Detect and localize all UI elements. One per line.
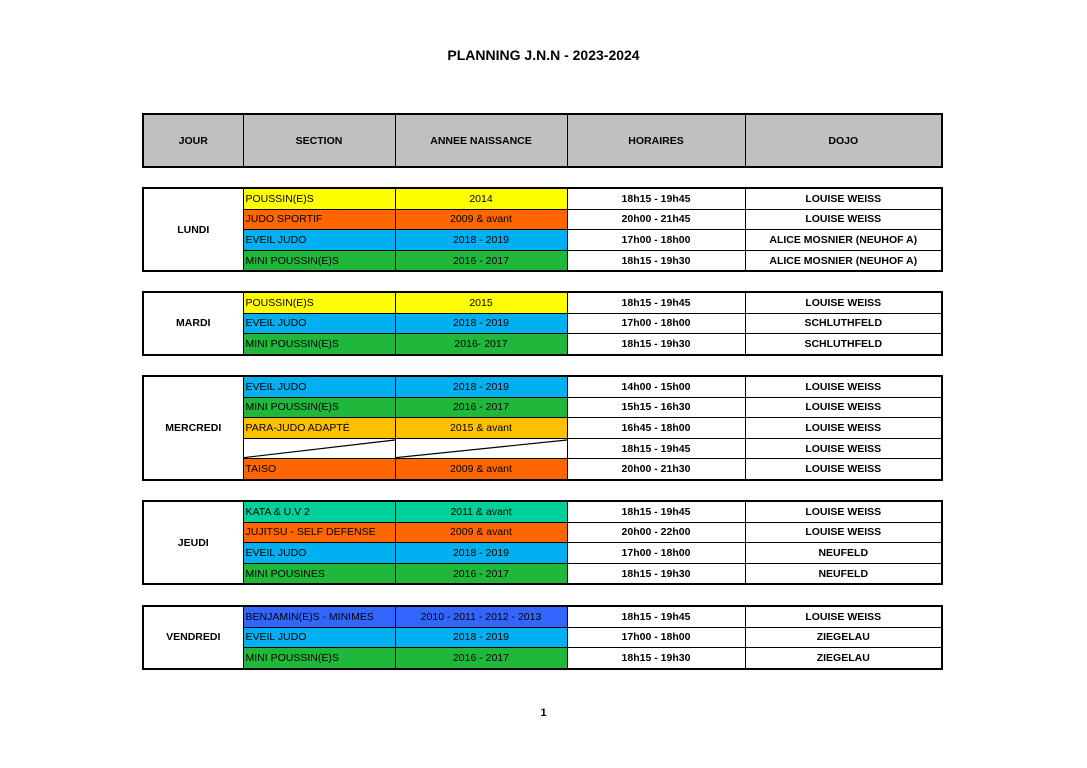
hours-cell: 18h15 - 19h45 [567,501,745,522]
section-cell: EVEIL JUDO [243,543,395,564]
dojo-cell: LOUISE WEISS [745,292,942,313]
strike-line-icon [244,439,395,459]
dojo-cell: LOUISE WEISS [745,397,942,418]
year-cell: 2018 - 2019 [395,230,567,251]
table-row [143,501,942,522]
year-cell: 2018 - 2019 [395,627,567,648]
hours-cell: 18h15 - 19h30 [567,334,745,355]
section-cell: MINI POUSSIN(E)S [243,250,395,271]
day-label: VENDREDI [143,606,243,669]
hours-cell: 18h15 - 19h30 [567,250,745,271]
year-cell: 2009 & avant [395,209,567,230]
section-cell: POUSSIN(E)S [243,292,395,313]
section-cell: KATA & U.V 2 [243,501,395,522]
day-label: JEUDI [143,501,243,584]
year-cell: 2016 - 2017 [395,563,567,584]
table-row [143,606,942,627]
hours-cell: 20h00 - 21h30 [567,459,745,480]
year-cell: 2018 - 2019 [395,313,567,334]
day-block-vendredi [142,605,943,670]
dojo-cell: ALICE MOSNIER (NEUHOF A) [745,230,942,251]
section-cell: BENJAMIN(E)S - MINIMES [243,606,395,627]
header-table [142,113,943,168]
year-cell: 2018 - 2019 [395,376,567,397]
section-cell: PARA-JUDO ADAPTÉ [243,418,395,439]
day-label: LUNDI [143,188,243,271]
dojo-cell: LOUISE WEISS [745,376,942,397]
header-section: SECTION [243,114,395,167]
page-number: 1 [540,707,547,719]
section-cell: JUDO SPORTIF [243,209,395,230]
section-cell: EVEIL JUDO [243,627,395,648]
page-title: PLANNING J.N.N - 2023-2024 [447,47,640,63]
year-cell: 2010 - 2011 - 2012 - 2013 [395,606,567,627]
hours-cell: 18h15 - 19h45 [567,188,745,209]
table-row [143,563,942,584]
table-row [143,418,942,439]
table-row [143,209,942,230]
table-row [143,522,942,543]
table-row [143,627,942,648]
dojo-cell: LOUISE WEISS [745,522,942,543]
hours-cell: 17h00 - 18h00 [567,313,745,334]
hours-cell: 18h15 - 19h45 [567,606,745,627]
year-cell: 2015 & avant [395,418,567,439]
dojo-cell: LOUISE WEISS [745,606,942,627]
section-cell: MINI POUSSIN(E)S [243,397,395,418]
year-cell: 2016 - 2017 [395,250,567,271]
section-cell: EVEIL JUDO [243,230,395,251]
dojo-cell: LOUISE WEISS [745,438,942,459]
header-horaires: HORAIRES [567,114,745,167]
hours-cell: 20h00 - 22h00 [567,522,745,543]
header-row [143,114,942,167]
dojo-cell: NEUFELD [745,563,942,584]
hours-cell: 17h00 - 18h00 [567,230,745,251]
dojo-cell: LOUISE WEISS [745,188,942,209]
section-cell: MINI POUSSIN(E)S [243,334,395,355]
table-row [143,438,942,459]
table-row [143,543,942,564]
section-cell: MINI POUSSIN(E)S [243,648,395,669]
table-row [143,459,942,480]
dojo-cell: LOUISE WEISS [745,459,942,480]
year-cell: 2018 - 2019 [395,543,567,564]
table-row [143,397,942,418]
hours-cell: 18h15 - 19h30 [567,563,745,584]
hours-cell: 16h45 - 18h00 [567,418,745,439]
table-row [143,376,942,397]
dojo-cell: ZIEGELAU [745,648,942,669]
hours-cell: 17h00 - 18h00 [567,543,745,564]
year-cell: 2016- 2017 [395,334,567,355]
strike-line-icon [396,439,567,459]
hours-cell: 18h15 - 19h45 [567,292,745,313]
hours-cell: 18h15 - 19h30 [567,648,745,669]
day-block-jeudi [142,500,943,585]
dojo-cell: ALICE MOSNIER (NEUHOF A) [745,250,942,271]
section-cell: POUSSIN(E)S [243,188,395,209]
year-cell: 2009 & avant [395,459,567,480]
section-cell: EVEIL JUDO [243,376,395,397]
year-cell: 2016 - 2017 [395,397,567,418]
header-dojo: DOJO [745,114,942,167]
hours-cell: 20h00 - 21h45 [567,209,745,230]
header-jour: JOUR [143,114,243,167]
day-label: MARDI [143,292,243,355]
year-cell: 2015 [395,292,567,313]
year-cell: 2016 - 2017 [395,648,567,669]
hours-cell: 15h15 - 16h30 [567,397,745,418]
year-cell: 2009 & avant [395,522,567,543]
dojo-cell: SCHLUTHFELD [745,313,942,334]
empty-year-cell [395,438,567,459]
empty-section-cell [243,438,395,459]
table-row [143,313,942,334]
hours-cell: 18h15 - 19h45 [567,438,745,459]
table-row [143,230,942,251]
header-annee-naissance: ANNEE NAISSANCE [395,114,567,167]
table-row [143,334,942,355]
day-block-mardi [142,291,943,356]
dojo-cell: LOUISE WEISS [745,209,942,230]
day-block-mercredi [142,375,943,481]
table-row [143,292,942,313]
section-cell: MINI POUSINES [243,563,395,584]
dojo-cell: LOUISE WEISS [745,501,942,522]
day-block-lundi [142,187,943,272]
table-row [143,250,942,271]
day-label: MERCREDI [143,376,243,480]
hours-cell: 17h00 - 18h00 [567,627,745,648]
year-cell: 2014 [395,188,567,209]
dojo-cell: SCHLUTHFELD [745,334,942,355]
hours-cell: 14h00 - 15h00 [567,376,745,397]
dojo-cell: LOUISE WEISS [745,418,942,439]
section-cell: TAISO [243,459,395,480]
section-cell: JUJITSU - SELF DEFENSE [243,522,395,543]
dojo-cell: ZIEGELAU [745,627,942,648]
table-row [143,648,942,669]
year-cell: 2011 & avant [395,501,567,522]
table-row [143,188,942,209]
section-cell: EVEIL JUDO [243,313,395,334]
dojo-cell: NEUFELD [745,543,942,564]
